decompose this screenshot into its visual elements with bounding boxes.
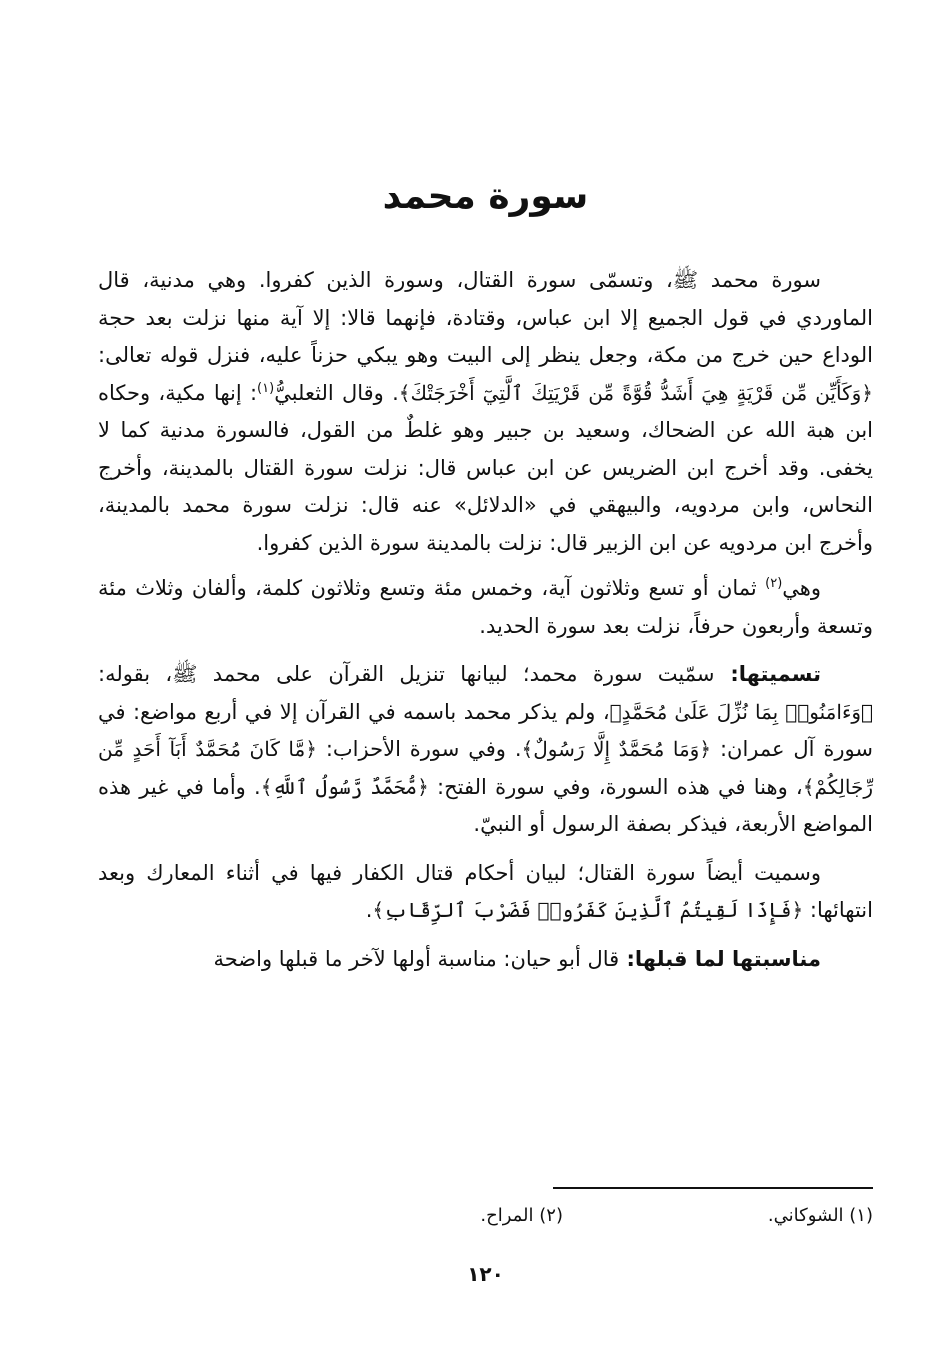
paragraph-intro: سورة محمد ﷺ، وتسمّى سورة القتال، وسورة الذين كفروا. وهي مدنية، قال الماوردي في قول الجميع إلا ابن عباس، وقتادة، فإنهما قالا: إلا آية منها نزلت بعد حجة الوداع حين خرج من مكة، وجعل ينظر إلى البيت وهو يبكي حزناً عليه، فنزل قوله تعالى: ﴿وَكَأَيِّن مِّن قَرْيَةٍ هِيَ أَشَدُّ قُوَّةً مِّن قَرْيَتِكَ ٱلَّتِيٓ أَخْرَجَتْكَ﴾. وقال الثعلبيُّ$^{(١)}$: إنها مكية، وحكاه ابن هبة الله عن الضحاك، وسعيد بن جبير وهو غلطٌ من القول، فالسورة مدنية كما لا يخفى. وقد أخرج ابن الضريس عن ابن عباس قال: نزلت سورة القتال بالمدينة، وأخرج النحاس، وابن مردويه، والبيهقي في «الدلائل» عنه قال: نزلت سورة محمد بالمدينة، وأخرج ابن مردويه عن ابن الزبير قال: نزلت بالمدينة سورة الذين كفروا.: [98, 268, 873, 555]
paragraph-naming: تسميتها: سمّيت سورة محمد؛ لبيانها تنزيل القرآن على محمد ﷺ، بقوله: ﴿وَءَامَنُوا۟ بِمَا نُزِّلَ عَلَىٰ مُحَمَّدٍ﴾، ولم يذكر محمد باسمه في القرآن إلا في أربع مواضع: في سورة آل عمران: ﴿وَمَا مُحَمَّدٌ إِلَّا رَسُولٌ﴾. وفي سورة الأحزاب: ﴿مَّا كَانَ مُحَمَّدٌ أَبَآ أَحَدٍ مِّن رِّجَالِكُمْ﴾، وهنا في هذه السورة، وفي سورة الفتح: ﴿مُّحَمَّدٌ رَّسُولُ ٱللَّهِ﴾. وأما في غير هذه المواضع الأربعة، فيذكر بصفة الرسول أو النبيّ.: [98, 662, 874, 836]
page-number: ١٢٠: [467, 1262, 504, 1286]
quran-verse: ﴿وَمَا مُحَمَّدٌ إِلَّا رَسُولٌ﴾: [521, 737, 712, 761]
quran-verse: ﴿فَإِذَا لَقِيتُمُ ٱلَّذِينَ كَفَرُوا۟ فَضَرْبَ ٱلرِّقَابِ﴾: [372, 898, 804, 922]
footnotes: [98, 1205, 873, 1235]
quran-verse: ﴿وَءَامَنُوا۟ بِمَا نُزِّلَ عَلَىٰ مُحَمَّدٍ﴾: [609, 699, 874, 724]
document-page: [98, 0, 873, 1363]
footnote-ref-2: (٢): [765, 576, 783, 591]
body-text: [98, 262, 873, 978]
quran-verse: ﴿مَّا كَانَ مُحَمَّدٌ أَبَآ أَحَدٍ مِّن رِّجَالِكُمْ﴾: [98, 737, 874, 799]
section-heading-naming: تسميتها:: [714, 662, 822, 686]
footnote-1: (١) الشوكاني.: [767, 1205, 873, 1226]
paragraph-verse-count: وهي$^{(٢)}$ ثمان أو تسع وثلاثون آية، وخمس مئة وتسع وثلاثون كلمة، وألفان وثلاث مئة وتسعة وأربعون حرفاً، نزلت بعد سورة الحديد.: [98, 576, 873, 638]
quran-verse: ﴿مُّحَمَّدٌ رَّسُولُ ٱللَّهِ﴾: [260, 774, 429, 799]
footnote-divider: [553, 1187, 873, 1189]
footnote-2: (٢) المراح.: [480, 1205, 563, 1226]
paragraph-qital-name: وسميت أيضاً سورة القتال؛ لبيان أحكام قتال الكفار فيها في أثناء المعارك وبعد انتهائها: ﴿فَإِذَا لَقِيتُمُ ٱلَّذِينَ كَفَرُوا۟ فَضَرْبَ ٱلرِّقَابِ﴾.: [98, 860, 873, 922]
paragraph-relation: مناسبتها لما قبلها: قال أبو حيان: مناسبة أولها لآخر ما قبلها واضحة: [213, 946, 821, 971]
footnote-ref-1: (١): [257, 380, 275, 396]
quran-verse: ﴿وَكَأَيِّن مِّن قَرْيَةٍ هِيَ أَشَدُّ قُوَّةً مِّن قَرْيَتِكَ ٱلَّتِيٓ أَخْرَجَتْكَ﴾: [398, 380, 873, 405]
section-heading-relation: مناسبتها لما قبلها:: [619, 946, 821, 971]
page-title: سورة محمد: [382, 176, 589, 217]
